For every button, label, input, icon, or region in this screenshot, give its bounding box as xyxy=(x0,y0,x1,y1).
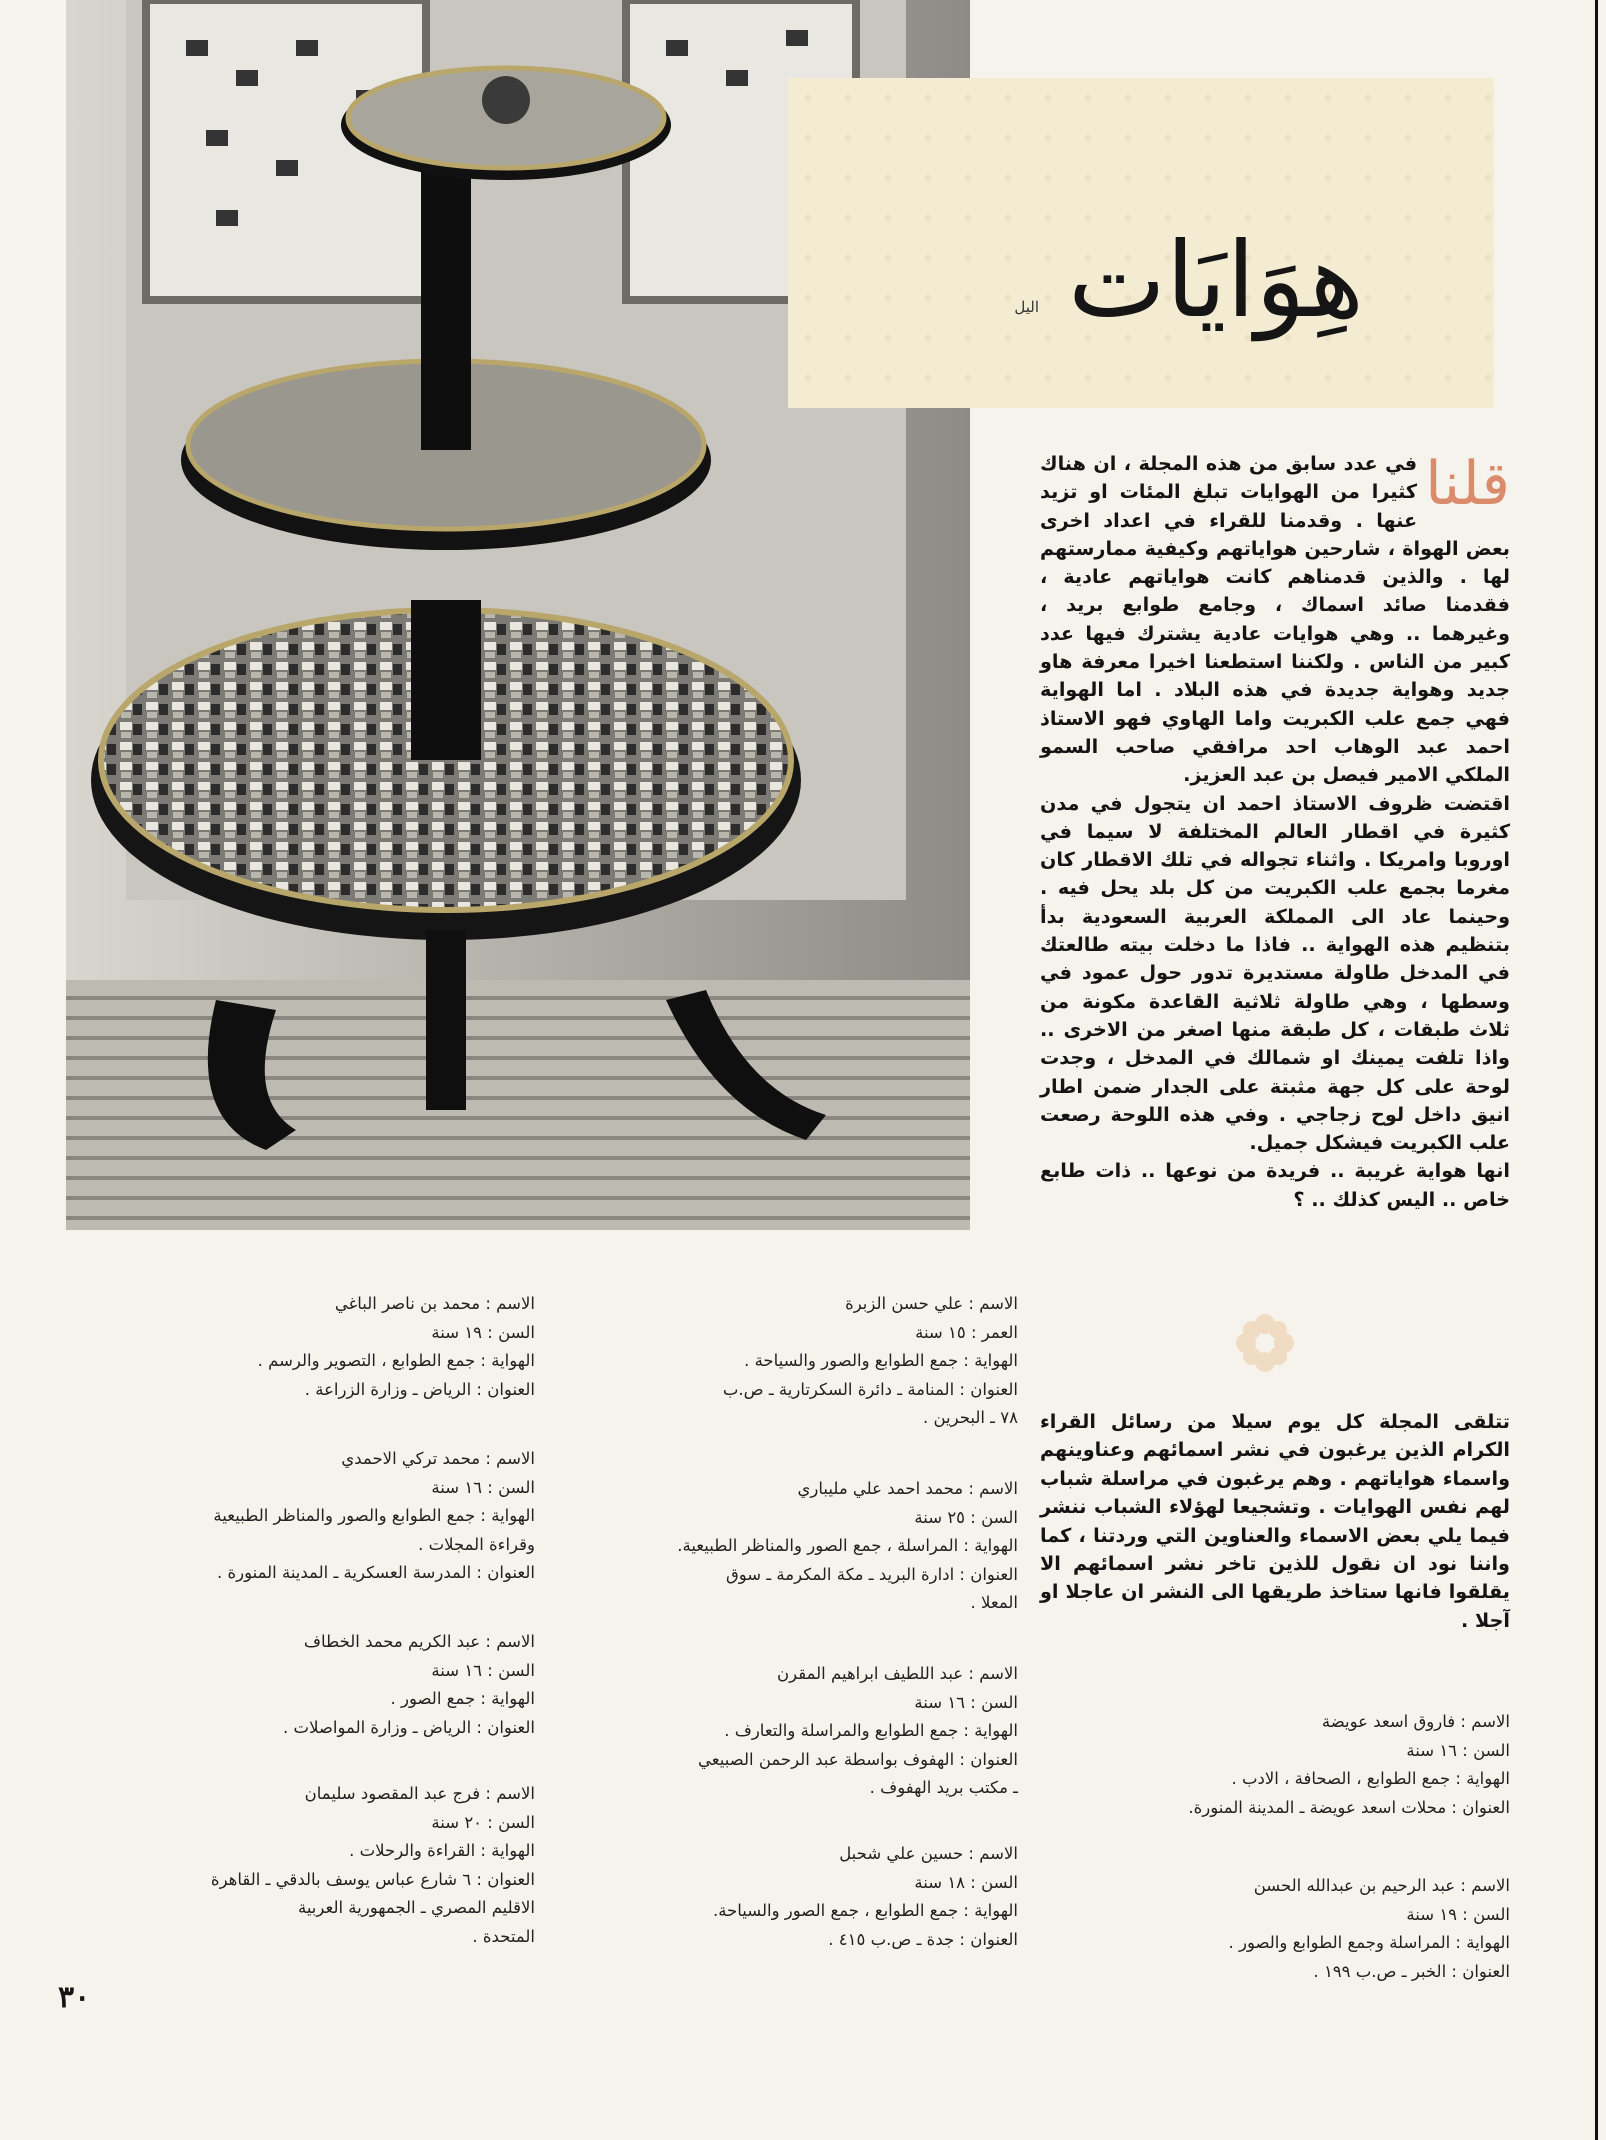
entry-line: السن : ٢٥ سنة xyxy=(914,1507,1018,1527)
entry-line: الاسم : عبد الرحيم بن عبدالله الحسن xyxy=(1253,1876,1510,1895)
entry-line: الهواية : جمع الصور . xyxy=(390,1689,535,1708)
entry-faruq xyxy=(1040,1708,1510,1822)
entry-line: السن : ٢٠ سنة xyxy=(431,1812,535,1832)
entry-line: الهواية : جمع الطوابع ، الصحافة ، الادب . xyxy=(1231,1769,1510,1788)
entry-line: العمر : ١٥ سنة xyxy=(915,1322,1018,1342)
entry-line: الهواية : جمع الطوابع ، التصوير والرسم . xyxy=(257,1351,535,1370)
entry-line: الاسم : عبد اللطيف ابراهيم المقرن xyxy=(777,1664,1018,1683)
readers-letters-intro: تتلقى المجلة كل يوم سيلا من رسائل القراء الكرام الذين يرغبون في نشر اسمائهم وعناوينهم واسماء هواياتهم . وهم يرغبون في مراسلة شباب لهم نفس الهوايات . وتشجيعا لهؤلاء الشباب ننشر فيما يلي بعض الاسماء والعناوين التي وردتنا ، كما واننا نود ان نقول للذين تاخر نشر اسمائهم الا يقلقوا فانها ستاخذ طريقها الى النشر ان عاجلا او آجلا . xyxy=(1040,1410,1510,1632)
entry-abdullatif xyxy=(548,1660,1018,1803)
flower-ornament-icon xyxy=(1232,1310,1298,1376)
entry-line: العنوان : ادارة البريد ـ مكة المكرمة ـ سوق xyxy=(725,1564,1018,1584)
entry-line: السن : ١٦ سنة xyxy=(1406,1740,1510,1760)
intro-article xyxy=(1040,450,1510,1214)
entry-line: السن : ١٦ سنة xyxy=(431,1660,535,1680)
entry-line: العنوان : الرياض ـ وزارة الزراعة . xyxy=(304,1379,535,1399)
entry-line: الهواية : جمع الطوابع والصور والمناظر الطبيعية xyxy=(213,1506,535,1525)
entry-line: العنوان : جدة ـ ص.ب ٤١٥ . xyxy=(828,1929,1018,1949)
entry-line: العنوان : الخبر ـ ص.ب ١٩٩ . xyxy=(1313,1961,1510,1981)
entry-line: الاسم : حسين علي شحبل xyxy=(839,1844,1018,1863)
entry-faraj xyxy=(60,1780,535,1951)
intro-paragraph-3: انها هواية غريبة .. فريدة من نوعها .. ذات طابع خاص .. اليس كذلك .. ؟ xyxy=(1040,1159,1510,1211)
intro-paragraph-2: اقتضت ظروف الاستاذ احمد ان يتجول في مدن كثيرة في اقطار العالم المختلفة لا سيما في اوروبا وامريكا . واثناء تجواله في تلك الاقطار كان مغرما بجمع علب الكبريت من كل بلد يحل فيه . وحينما عاد الى المملكة العربية السعودية بدأ بتنظيم هذه الهواية .. فاذا ما دخلت بيته طالعتك في المدخل طاولة مستديرة تدور حول عمود في وسطها ، وهي طاولة ثلاثية القاعدة مكونة من ثلاث طبقات ، كل طبقة منها اصغر من الاخرى .. واذا تلفت يمينك او شمالك في المدخل ، وجدت لوحة على كل جهة مثبتة على الجدار ضمن اطار انيق داخل لوح زجاجي . وفي هذه اللوحة رصعت علب الكبريت فيشكل جميل. xyxy=(1040,791,1510,1155)
entry-line: ـ مكتب بريد الهفوف . xyxy=(869,1778,1018,1797)
entry-husain xyxy=(548,1840,1018,1954)
page-number: ٣٠ xyxy=(58,1980,91,2015)
entry-line: السن : ١٩ سنة xyxy=(1406,1904,1510,1924)
entry-line: السن : ١٩ سنة xyxy=(431,1322,535,1342)
entry-line: الاسم : علي حسن الزبرة xyxy=(845,1294,1018,1313)
entry-line: العنوان : الهفوف بواسطة عبد الرحمن الصبيعي xyxy=(698,1749,1018,1769)
title-box xyxy=(788,78,1494,408)
entry-line: الهواية : جمع الطوابع والمراسلة والتعارف . xyxy=(724,1721,1018,1740)
entry-line: العنوان : الرياض ـ وزارة المواصلات . xyxy=(283,1717,535,1737)
entry-abdulrahim xyxy=(1040,1872,1510,1986)
entry-line: العنوان : المدرسة العسكرية ـ المدينة المنورة . xyxy=(216,1563,535,1582)
entry-line: المتحدة . xyxy=(472,1926,535,1946)
entry-line: الاسم : فاروق اسعد عويضة xyxy=(1321,1712,1510,1731)
page-edge-rule xyxy=(1595,0,1598,2140)
entry-line: وقراءة المجلات . xyxy=(418,1534,535,1554)
entry-line: العنوان : محلات اسعد عويضة ـ المدينة المنورة. xyxy=(1188,1797,1510,1817)
entry-muhammad-ahmad xyxy=(548,1475,1018,1618)
entry-line: الهواية : جمع الطوابع والصور والسياحة . xyxy=(744,1351,1018,1370)
entry-line: الاقليم المصري ـ الجمهورية العربية xyxy=(297,1898,535,1917)
entry-line: المعلا . xyxy=(970,1593,1018,1612)
entry-muhammad-turki xyxy=(60,1445,535,1588)
entry-line: الاسم : عبد الكريم محمد الخطاف xyxy=(303,1632,535,1651)
entry-line: الاسم : محمد تركي الاحمدي xyxy=(341,1449,535,1468)
entry-line: الاسم : محمد احمد علي مليباري xyxy=(797,1479,1018,1498)
entry-abdulkarim xyxy=(60,1628,535,1742)
entry-line: الهواية : جمع الطوابع ، جمع الصور والسياحة. xyxy=(712,1901,1018,1920)
page-title: هِوَايَات xyxy=(1067,219,1364,341)
entry-line: السن : ١٨ سنة xyxy=(914,1872,1018,1892)
title-subscript: اليل xyxy=(1014,298,1039,316)
entry-line: العنوان : المنامة ـ دائرة السكرتارية ـ ص.ب xyxy=(722,1379,1018,1399)
dropcap-word: قلنا xyxy=(1425,449,1510,519)
entry-line: السن : ١٦ سنة xyxy=(914,1692,1018,1712)
entry-line: السن : ١٦ سنة xyxy=(431,1477,535,1497)
entry-line: الهواية : القراءة والرحلات . xyxy=(349,1841,535,1860)
entry-line: الاسم : فرج عبد المقصود سليمان xyxy=(304,1784,535,1803)
entry-muhammad-nasir xyxy=(60,1290,535,1404)
entry-line: ٧٨ ـ البحرين . xyxy=(922,1408,1018,1427)
entry-line: العنوان : ٦ شارع عباس يوسف بالدقي ـ القاهرة xyxy=(210,1869,535,1889)
intro-paragraph-1: في عدد سابق من هذه المجلة ، ان هناك كثيرا من الهوايات تبلغ المئات او تزيد عنها . وقدمنا للقراء في اعداد اخرى بعض الهواة ، شارحين هواياتهم وكيفية ممارستهم لها . والذين قدمناهم كانت هواياتهم عادية ، فقدمنا صائد اسماك ، وجامع طوابع بريد ، وغيرهما .. وهي هوايات عادية يشترك فيها عدد كبير من الناس . ولكننا استطعنا اخيرا معرفة هاو جديد وهواية جديدة في هذه البلاد . اما الهواية فهي جمع علب الكبريت واما الهاوي فهو الاستاذ احمد عبد الوهاب احد مرافقي صاحب السمو الملكي الامير فيصل بن عبد العزيز. xyxy=(1040,452,1510,787)
entry-line: الهواية : المراسلة ، جمع الصور والمناظر الطبيعية. xyxy=(677,1536,1018,1555)
entry-ali-hasan xyxy=(548,1290,1018,1433)
entry-line: الاسم : محمد بن ناصر الباغي xyxy=(334,1294,535,1313)
entry-line: الهواية : المراسلة وجمع الطوابع والصور . xyxy=(1228,1933,1510,1952)
